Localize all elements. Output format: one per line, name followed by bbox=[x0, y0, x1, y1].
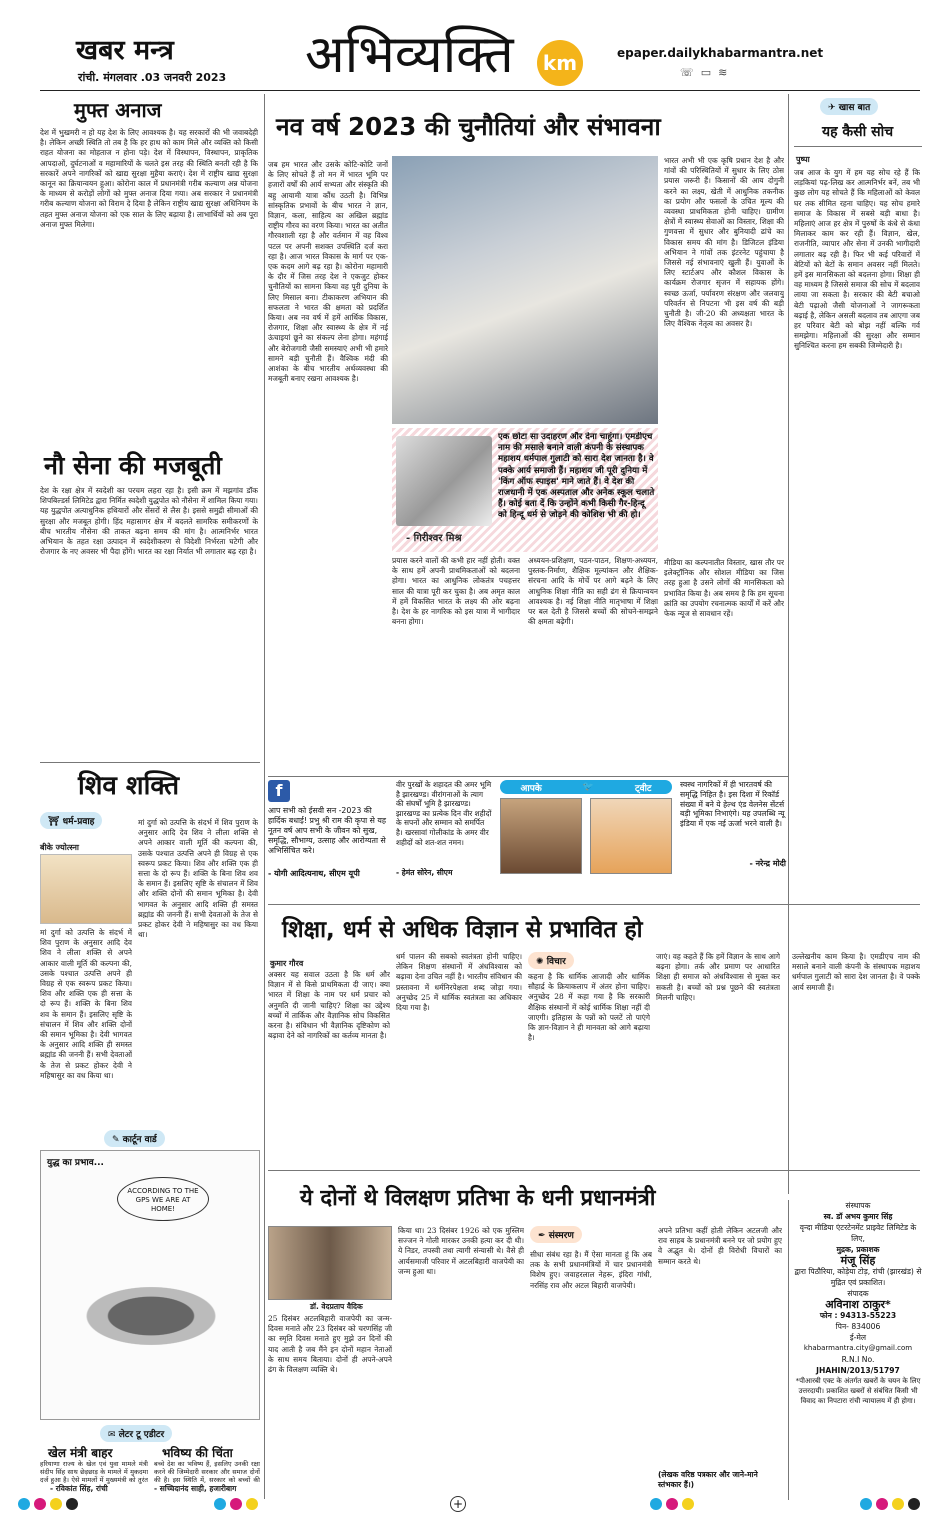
sansmaran-tag bbox=[530, 1226, 582, 1243]
modi-tweet-attr: - नरेन्द्र मोदी bbox=[749, 859, 786, 868]
right-byline: पुष्पा bbox=[796, 155, 810, 164]
middle-col3: कहना है कि धार्मिक आजादी और धार्मिक सौहार्द्र के क्रियाकलाप में अंतर होना चाहिए। अनुच्छेद 28 में कहा गया है कि सरकारी शैक्षिक संस्थानों में कोई धार्मिक शिक्षा नहीं दी जाएगी। इतिहास के पन्नों को पलटें तो पाएंगे कि ज्ञान-विज्ञान ने ही मानवता को आगे बढ़ाया है। bbox=[528, 972, 650, 1043]
modi-tweet-text: स्वस्थ नागरिकों में ही भारतवर्ष की समृद्धि निहित है। इस दिशा में रिकॉर्ड संख्या में बने ये हेल्थ एंड वेलनेस सेंटर्स बड़ी भूमिका निभाएंगे। यह उपलब्धि न्यू इंडिया में एक नई ऊर्जा भरने वाली है। bbox=[680, 780, 785, 829]
article3-body-a: मां दुर्गा को उत्पत्ति के संदर्भ में शिव पुराण के अनुसार आदि देव शिव ने लीला शक्ति से अपने आकार वाली मूर्ति की कल्पना की, उसके पश्चात उत्पत्ति अपने ही विग्रह से एक स्वरूप प्रकट किया। शिव और शक्ति एक ही सत्ता के दो रूप हैं। शक्ति के बिना शिव शव के समान हैं। इसलिए सृष्टि के संचालन में शिव और शक्ति दोनों की समान भूमिका है। देवी भागवत के अनुसार आदि शक्ति ही समस्त ब्रह्मांड की जननी हैं। सभी देवताओं के तेज से प्रकट होकर देवी ने महिषासुर का वध किया था। bbox=[40, 928, 132, 1080]
registration-dot bbox=[214, 1498, 226, 1510]
middle-headline: शिक्षा, धर्म से अधिक विज्ञान से प्रभावित हो bbox=[282, 917, 643, 943]
imprint-printer-label: मुद्रक, प्रकाशक bbox=[836, 1245, 880, 1254]
registration-dot bbox=[876, 1498, 888, 1510]
main-col2: भारत अभी भी एक कृषि प्रधान देश है और गांवों की परिस्थितियों में सुधार के लिए ठोस प्रयास जरूरी हैं। किसानों की आय दोगुनी करने का लक्ष्य, खेती में आधुनिक तकनीक का प्रयोग और फसलों के उचित मूल्य की व्यवस्था प्राथमिकता होनी चाहिए। ग्रामीण क्षेत्रों में स्वास्थ्य सेवाओं का विस्तार, शिक्षा की गुणवत्ता में सुधार और बुनियादी ढांचे का विकास समय की मांग है। डिजिटल इंडिया अभियान ने गांवों तक इंटरनेट पहुंचाया है जिससे नई संभावनाएं खुली हैं। युवाओं के लिए स्टार्टअप और कौशल विकास के कार्यक्रम रोजगार सृजन में सहायक होंगे। स्वच्छ ऊर्जा, पर्यावरण संरक्षण और जलवायु परिवर्तन से निपटना भी इस वर्ष की बड़ी चुनौती है। जी-20 की अध्यक्षता भारत के लिए वैश्विक नेतृत्व का अवसर है। bbox=[664, 156, 784, 329]
imprint-note: *पीआरबी एक्ट के अंतर्गत खबरों के चयन के लिए उत्तरदायी। प्रकाशित खबरों से संबंधित किसी भी विवाद का निपटारा रांची न्यायालय में ही होगा। bbox=[795, 1377, 921, 1405]
article3-byline: बीके ज्योत्स्ना bbox=[40, 843, 79, 852]
imprint-publisher: वृन्दा मीडिया एंटरटेनमेंट प्राइवेट लिमिटेड के लिए, bbox=[799, 1223, 917, 1243]
temple-icon: ⛩ bbox=[48, 817, 60, 827]
registration-dot bbox=[908, 1498, 920, 1510]
middle-col5: उल्लेखनीय काम किया है। एमडीएच नाम की मसाले बनाने वाली कंपनी के संस्थापक महाशय धर्मपाल गुलाटी को सारा देश जानता है। वे पक्के आर्य समाजी हैं। bbox=[792, 952, 920, 992]
imprint-printer: मंजू सिंह bbox=[840, 1254, 876, 1267]
article2-title: नौ सेना की मजबूती bbox=[44, 451, 222, 480]
imprint-rni-no: JHAHIN/2013/51797 bbox=[816, 1366, 900, 1375]
letter2-signature: - सच्चिदानंद साही, हजारीबाग bbox=[154, 1484, 237, 1493]
imprint-email[interactable]: khabarmantra.city@gmail.com bbox=[803, 1344, 913, 1352]
hemant-tweet-attr: - हेमंत सोरेन, सीएम bbox=[396, 868, 453, 877]
cartoon-bubble: ACCORDING TO THE GPS WE ARE AT HOME! bbox=[117, 1177, 209, 1221]
social-icons bbox=[680, 66, 727, 79]
letters-tag bbox=[100, 1425, 172, 1442]
envelope-icon: ✉ bbox=[108, 1430, 116, 1440]
letter1-body: हरियाणा राज्य के खेल एवं युवा मामले मंत्री संदीप सिंह साथ छेड़छाड़ के मामले में मुकदमा दर्ज हुआ है। ऐसे मामलों में मुख्यमंत्री को तुरंत bbox=[40, 1460, 148, 1484]
logo-letters: km bbox=[542, 51, 578, 75]
imprint-rni: R.N.I No. bbox=[841, 1355, 875, 1364]
vichar-tag bbox=[528, 952, 574, 969]
hemant-tweet-text: वीर पुरखों के शहादत की अमर भूमि है झारखण्ड। वीरांगनाओं के त्याग की संघर्षों भूमि है झारखण्ड। झारखण्ड का प्रत्येक दिन वीर शहीदों के सपनों और सम्मान को समर्पित है। खरसावां गोलीकांड के अमर वीर शहीदों को शत-शत नमन। bbox=[396, 780, 492, 847]
tweet-banner-left: आपके bbox=[520, 783, 542, 794]
imprint-founder: स्व. डॉ अभय कुमार सिंह bbox=[823, 1212, 893, 1221]
modi-photo bbox=[590, 798, 672, 874]
imprint-email-label: ई-मेल bbox=[849, 1333, 867, 1342]
main-col4: अध्ययन-प्रशिक्षण, पठन-पाठन, शिक्षण-अध्ययन, पुस्तक-निर्माण, शैक्षिक मूल्यांकन और शैक्षिक-संरचना आदि के मोर्चे पर आगे बढ़ने के लिए आधुनिक शिक्षा नीति का सही ढंग से क्रियान्वयन आवश्यक है। नई शिक्षा नीति मातृभाषा में शिक्षा पर बल देती है जिससे बच्चों की सोचने-समझने की क्षमता बढ़ेगी। bbox=[528, 556, 658, 627]
middle-col1: अक्सर यह सवाल उठता है कि धर्म और विज्ञान में से किसे प्राथमिकता दी जाए। क्या भारत में शिक्षा के नाम पर धर्म प्रचार को अनुमति दी जानी चाहिए? शिक्षा का उद्देश्य बच्चों में तार्किक और वैज्ञानिक सोच विकसित करना है। संविधान भी वैज्ञानिक दृष्टिकोण को बढ़ावा देने को नागरिकों का कर्तव्य मानता है। bbox=[268, 970, 390, 1041]
pencil-icon: ✎ bbox=[112, 1135, 120, 1145]
article3-photo bbox=[40, 854, 132, 924]
registration-dot bbox=[666, 1498, 678, 1510]
imprint-editor: अविनाश ठाकुर* bbox=[825, 1298, 891, 1311]
registration-dot bbox=[50, 1498, 62, 1510]
cartoon-box bbox=[40, 1150, 260, 1420]
phone-icon: ☏ bbox=[680, 66, 694, 79]
facebook-icon: f bbox=[268, 780, 290, 802]
registration-dot bbox=[230, 1498, 242, 1510]
dharm-pravah-label: धर्म-प्रवाह bbox=[62, 817, 95, 827]
letter1-signature: - रविकांत सिंह, रांची bbox=[50, 1484, 108, 1493]
bottom-col2: किया था। 23 दिसंबर 1926 को एक मुस्लिम सज्जन ने गोली मारकर उनकी हत्या कर दी थी। ये निडर, तपस्वी तथा त्यागी संन्यासी थे। वैसे ही आर्यसमाजी परिवार में अटलबिहारी वाजपेयी का जन्म हुआ था। bbox=[398, 1226, 524, 1276]
letter1-title: खेल मंत्री बाहर bbox=[48, 1446, 113, 1460]
main-col3: प्रयास करने वालों की कभी हार नहीं होती। वक्त के साथ हमें अपनी प्राथमिकताओं को बदलना होगा। भारत का आधुनिक लोकतंत्र पचहत्तर साल की यात्रा पूरी कर चुका है। अब अमृत काल में हमें विकसित भारत के लक्ष्य की ओर बढ़ना है। देश के हर नागरिक को इस यात्रा में भागीदार बनना होगा। bbox=[392, 556, 520, 627]
article2-body: देश के रक्षा क्षेत्र में स्वदेशी का परचम लहरा रहा है। इसी क्रम में मझगांव डॉक शिपबिल्डर्स लिमिटेड द्वारा निर्मित स्वदेशी युद्धपोत को नौसेना में शामिल किया गया। यह युद्धपोत अत्याधुनिक हथियारों और सेंसरों से लैस है। इससे समुद्री सीमाओं की सुरक्षा और मजबूत होगी। हिंद महासागर क्षेत्र में बदलते सामरिक समीकरणों के बीच भारतीय नौसेना की ताकत बढ़ना समय की मांग है। आत्मनिर्भर भारत अभियान के तहत रक्षा उत्पादन में स्वदेशीकरण से विदेशी निर्भरता घटेगी और रोजगार के नए अवसर भी पैदा होंगे। भारत का रक्षा निर्यात भी लगातार बढ़ रहा है। bbox=[40, 486, 258, 557]
middle-byline: कुमार गौरव bbox=[270, 959, 304, 968]
registration-dot bbox=[66, 1498, 78, 1510]
article1-body: देश में भुखमरी न हो यह देश के लिए आवश्यक है। यह सरकारों की भी जवाबदेही है। लेकिन अच्छी स्थिति तो तब है कि हर हाथ को काम मिले और व्यक्ति को किसी राहत योजना का मोहताज न होना पड़े। देश में विस्थापन, विस्थापन, प्राकृतिक आपदाओं, दुर्घटनाओं व महामारियों के चलते इस तरह की स्थिति बनती रही है कि सरकारें अपने नागरिकों को खाद्य सुरक्षा मुहैया कराएं। देश में राष्ट्रीय खाद्य सुरक्षा कानून का क्रियान्वयन हुआ। कोरोना काल में प्रधानमंत्री गरीब कल्याण अन्न योजना के माध्यम से करोड़ों लोगों को मुफ्त अनाज दिया गया। अब सरकार ने प्रधानमंत्री गरीब कल्याण योजना को विराम दे दिया है लेकिन राष्ट्रीय खाद्य सुरक्षा अधिनियम के तहत मुफ्त अनाज योजना को एक साल के लिए बढ़ाया है। लाभार्थियों को अब पूरा अनाज मुफ्त मिलेगा। bbox=[40, 128, 258, 229]
tweet-banner-right: ट्वीट bbox=[635, 783, 652, 794]
article1-title: मुफ्त अनाज bbox=[74, 98, 162, 122]
article3-title: शिव शक्ति bbox=[78, 771, 180, 801]
crosshair-icon: + bbox=[450, 1496, 466, 1512]
bottom-photo bbox=[268, 1226, 392, 1300]
article3-body-b: मां दुर्गा को उत्पत्ति के संदर्भ में शिव पुराण के अनुसार आदि देव शिव ने लीला शक्ति से अपने आकार वाली मूर्ति की कल्पना की, उसके पश्चात उत्पत्ति अपने ही विग्रह से एक स्वरूप प्रकट किया। शिव और शक्ति एक ही सत्ता के दो रूप हैं। शक्ति के बिना शिव शव के समान हैं। इसलिए सृष्टि के संचालन में शिव और शक्ति दोनों की समान भूमिका है। देवी भागवत के अनुसार आदि शक्ति ही समस्त ब्रह्मांड की जननी हैं। सभी देवताओं के तेज से प्रकट होकर देवी ने महिषासुर का वध किया था। bbox=[138, 818, 258, 940]
letter2-title: भविष्य की चिंता bbox=[162, 1446, 233, 1460]
main-col1: जब हम भारत और उसके कोटि-कोटि जनों के लिए सोचते हैं तो मन में भारत भूमि पर हजारों वर्षों की आर्य सभ्यता और संस्कृति की बहु आयामी यात्रा कौंध उठती है। विभिन्न सांस्कृतिक प्रभावों के बीच भारत ने ज्ञान, विज्ञान, कला, साहित्य का अखिल ब्रह्मांड राष्ट्रीय गौरव का वरण किया। भारत का अतीत गौरवशाली रहा है और वर्तमान में वह विश्व पटल पर अपनी सशक्त उपस्थिति दर्ज करा रहा है। आज भारत विकास के मार्ग पर एक-एक कदम आगे बढ़ रहा है। कोरोना महामारी के दौर में जिस तरह देश ने एकजुट होकर चुनौतियों का सामना किया वह पूरी दुनिया के लिए मिसाल बना। टीकाकरण अभियान की सफलता ने भारत की क्षमता को प्रदर्शित किया। अब नव वर्ष में हमें आर्थिक विकास, रोजगार, शिक्षा और स्वास्थ्य के क्षेत्र में नई ऊंचाइयां छूने का संकल्प लेना होगा। महंगाई और बेरोजगारी जैसी समस्याएं अभी भी हमारे सामने बड़ी चुनौती हैं। वैश्विक मंदी की आशंका के बीच भारतीय अर्थव्यवस्था की मजबूती बनाए रखना आवश्यक है। bbox=[268, 160, 388, 384]
registration-dot bbox=[34, 1498, 46, 1510]
bottom-col4: अपने प्रतिभा कहीं होती लेकिन अटलजी और राव साहब के प्रधानमंत्री बनने पर जो प्रयोग हुए वे अद्भुत थे। दोनों ही विरोधी विचारों का सम्मान करते थे। bbox=[658, 1226, 782, 1266]
brand-name: खबर मन्त्र bbox=[76, 35, 174, 66]
cartoon-caption: युद्ध का प्रभाव... bbox=[47, 1158, 104, 1168]
middle-col2: धर्म पालन की सबको स्वतंत्रता होनी चाहिए। लेकिन शिक्षण संस्थानों में अंधविश्वास को बढ़ावा देना उचित नहीं है। भारतीय संविधान की प्रस्तावना में धर्मनिरपेक्षता शब्द जोड़ा गया। अनुच्छेद 25 में धार्मिक स्वतंत्रता का अधिकार दिया गया है। bbox=[396, 952, 522, 1013]
right-body: जब आज के युग में हम यह सोच रहे हैं कि लड़कियां पढ़-लिख कर आत्मनिर्भर बनें, तब भी कुछ लोग यह सोचते हैं कि महिलाओं को केवल घर तक सीमित रहना चाहिए। यह सोच हमारे समाज के विकास में सबसे बड़ी बाधा है। महिलाएं आज हर क्षेत्र में पुरुषों के कंधे से कंधा मिलाकर काम कर रही हैं। विज्ञान, खेल, राजनीति, व्यापार और सेना में उनकी भागीदारी लगातार बढ़ रही है। फिर भी कई परिवारों में बेटियों को बेटों के समान अवसर नहीं मिलते। हमें इस मानसिकता को बदलना होगा। शिक्षा ही वह माध्यम है जिससे समाज की सोच में बदलाव लाया जा सकता है। सरकार की बेटी बचाओ बेटी पढ़ाओ जैसी योजनाओं ने जागरूकता बढ़ाई है, लेकिन असली बदलाव तब आएगा जब हर परिवार बेटी को बोझ नहीं बल्कि गर्व समझेगा। महिलाओं की सुरक्षा और सम्मान सुनिश्चित करना हम सबकी जिम्मेदारी है। bbox=[794, 168, 920, 351]
dharm-pravah-tag bbox=[40, 812, 102, 829]
sansmaran-label: संस्मरण bbox=[548, 1231, 574, 1241]
middle-col4: जाएं। वह कहते हैं कि हमें विज्ञान के साथ आगे बढ़ना होगा। तर्क और प्रमाण पर आधारित शिक्षा ही समाज को अंधविश्वास से मुक्त कर सकती है। बच्चों को प्रश्न पूछने की स्वतंत्रता मिलनी चाहिए। bbox=[656, 952, 780, 1002]
dateline: रांची. मंगलवार .03 जनवरी 2023 bbox=[78, 71, 227, 84]
registration-dot bbox=[682, 1498, 694, 1510]
bottom-headline: ये दोनों थे विलक्षण प्रतिभा के धनी प्रधानमंत्री bbox=[300, 1186, 656, 1211]
imprint-pin: पिन- 834006 bbox=[835, 1322, 881, 1331]
main-col5: मीडिया का कल्पनातीत विस्तार, खास तौर पर इलेक्ट्रॉनिक और सोशल मीडिया का जिस तरह हुआ है उसने लोगों की मानसिकता को प्रभावित किया है। अब समय है कि हम सूचना क्रांति का उपयोग रचनात्मक कार्यों में करें और फेक न्यूज से सावधान रहें। bbox=[664, 558, 784, 619]
bottom-col1: 25 दिसंबर अटलबिहारी वाजपेयी का जन्म-दिवस मनाते और 23 दिसंबर को चरणसिंह जी का स्मृति दिवस मनाते हुए मुझे उन दिनों की याद आती है जब मैंने इन दोनों महान नेताओं के साथ समय बिताया। दोनों ही अपने-अपने ढंग के विलक्षण व्यक्ति थे। bbox=[268, 1314, 392, 1375]
cartoon-label: कार्टून वार्ड bbox=[122, 1135, 157, 1145]
imprint-address: द्वारा पिठौरिया, कोड़ेया टोड़, रांची (झारखंड) से मुद्रित एवं प्रकाशित। bbox=[794, 1267, 922, 1287]
pen-image bbox=[396, 436, 492, 526]
cartoon-tag bbox=[104, 1130, 165, 1147]
yogi-tweet-text: आप सभी को ईसवी सन -2023 की हार्दिक बधाई! प्रभु श्री राम की कृपा से यह नूतन वर्ष आप सभी के जीवन को सुख, समृद्धि, सौभाग्य, उत्साह और आरोग्यता से अभिसिंचित करे। bbox=[268, 806, 387, 855]
laptop-icon: ▭ bbox=[700, 66, 712, 79]
registration-dot bbox=[892, 1498, 904, 1510]
registration-dot bbox=[650, 1498, 662, 1510]
registration-dot bbox=[860, 1498, 872, 1510]
cartoon-drawing bbox=[51, 1271, 251, 1361]
airplane-icon: ✈ bbox=[828, 103, 836, 113]
section-title: अभिव्यक्ति bbox=[305, 25, 514, 85]
yogi-tweet bbox=[268, 806, 388, 879]
registration-dot bbox=[246, 1498, 258, 1510]
main-author: - गिरीश्वर मिश्र bbox=[406, 533, 462, 544]
bottom-col3: सीधा संबंध रहा है। मैं ऐसा मानता हूं कि अब तक के सभी प्रधानमंत्रियों में चार प्रधानमंत्री विशेष हुए। जवाहरलाल नेहरू, इंदिरा गांधी, नरसिंह राव और अटल बिहारी वाजपेयी। bbox=[530, 1250, 652, 1290]
twitter-icon: 🐦 bbox=[582, 782, 594, 792]
khas-baat-tag bbox=[820, 98, 878, 115]
registration-dot bbox=[18, 1498, 30, 1510]
khas-baat-label: खास बात bbox=[838, 103, 871, 113]
tweet-banner bbox=[500, 780, 672, 794]
hemant-photo bbox=[500, 798, 582, 874]
epaper-url[interactable]: epaper.dailykhabarmantra.net bbox=[617, 46, 824, 60]
yogi-tweet-attr: - योगी आदित्यनाथ, सीएम यूपी bbox=[268, 869, 360, 878]
bottom-byline: डॉ. वेदप्रताप वैदिक bbox=[310, 1302, 363, 1311]
bottom-col5-sign: (लेखक वरिष्ठ पत्रकार और जाने-माने स्तंभकार हैं।) bbox=[658, 1470, 758, 1489]
imprint-phone: फोन : 94313-55223 bbox=[819, 1311, 897, 1320]
logo-badge bbox=[537, 40, 583, 86]
quill-icon: ✒ bbox=[538, 1231, 546, 1241]
right-title: यह कैसी सोच bbox=[822, 124, 894, 140]
main-photo bbox=[392, 156, 658, 424]
lightbulb-icon: ✺ bbox=[536, 957, 544, 967]
hemant-tweet bbox=[396, 780, 492, 878]
letter2-body: बच्चे देश का भविष्य हैं, इसलिए उनकी रक्षा करने की जिम्मेदारी सरकार और समाज दोनों की है। इस स्थिति में, सरकार को बच्चों की bbox=[154, 1460, 260, 1484]
letters-label: लेटर टू एडीटर bbox=[118, 1430, 165, 1440]
main-headline: नव वर्ष 2023 की चुनौतियां और संभावना bbox=[276, 112, 661, 141]
imprint-box bbox=[794, 1200, 922, 1406]
imprint-title: संस्थापक bbox=[845, 1201, 871, 1210]
modi-tweet bbox=[680, 780, 786, 869]
pullquote: एक छोटा सा उदाहरण और देना चाहूंगा। एमडीएच नाम की मसाले बनाने वाली कंपनी के संस्थापक महाशय धर्मपाल गुलाटी को सारा देश जानता है। वे पक्के आर्य समाजी हैं। महाशय जी पूरी दुनिया में 'किंग ऑफ स्पाइस' माने जाते हैं। वे देश की राजधानी में एक अस्पताल और अनेक स्कूल चलाते हैं। कोई बता दें कि उन्होंने कभी किसी गैर-हिन्दू को हिन्दू धर्म से जोड़ने की कोशिश भी की हो। bbox=[498, 432, 655, 521]
vichar-label: विचार bbox=[546, 957, 566, 967]
imprint-editor-label: संपादक bbox=[847, 1289, 869, 1298]
wifi-icon: ≋ bbox=[718, 66, 728, 79]
